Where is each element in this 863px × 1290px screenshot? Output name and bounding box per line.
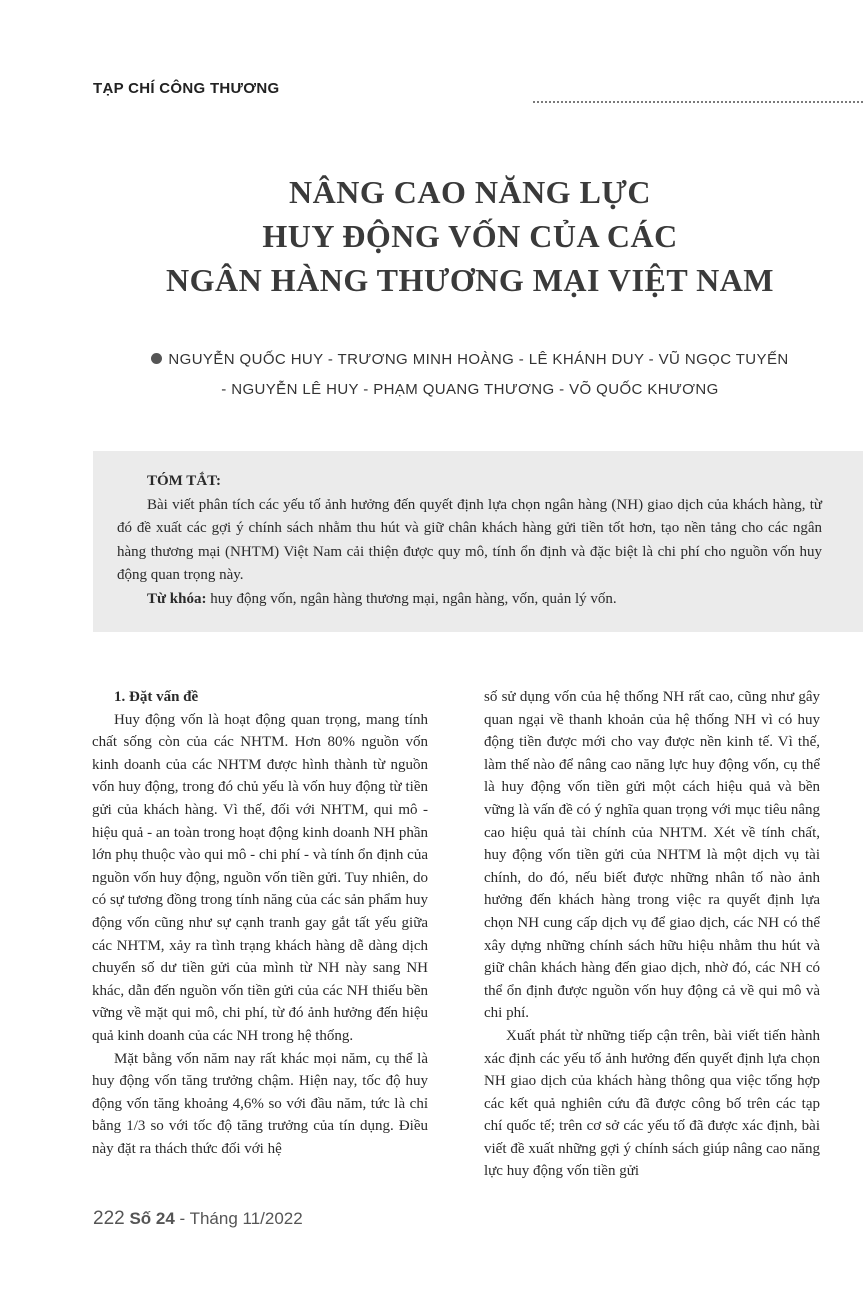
title-line: NGÂN HÀNG THƯƠNG MẠI VIỆT NAM <box>165 262 774 298</box>
paragraph: Huy động vốn là hoạt động quan trọng, mang tính chất sống còn của các NHTM. Hơn 80% nguồn vốn kinh doanh của các NHTM được hình thành từ nguồn vốn huy động, trong đó chủ yếu là vốn huy động từ tiền gửi của khách hàng. Vì thế, đối với NHTM, qui mô - hiệu quả - an toàn trong hoạt động kinh doanh NH phần lớn phụ thuộc vào qui mô - chi phí - và tính ổn định của nguồn vốn huy động, nguồn vốn tiền gửi. Tuy nhiên, do có sự tương đồng trong tính năng của các sản phẩm huy động vốn cũng như sự cạnh tranh gay gắt tất yếu giữa các NHTM, xảy ra tình trạng khách hàng dễ dàng dịch chuyển số dư tiền gửi của mình từ NH này sang NH khác, dẫn đến nguồn vốn tiền gửi của các NH thiếu bền vững về mặt qui mô, chi phí, từ đó ảnh hưởng đến hiệu quả kinh doanh của các NH trong hệ thống. <box>92 711 428 1044</box>
header-dotted-rule <box>533 101 863 103</box>
page-footer <box>93 1208 303 1230</box>
paragraph: số sử dụng vốn của hệ thống NH rất cao, cũng như gây quan ngại về thanh khoản của hệ thống NH vì có huy động tiền được mới cho vay được nền kinh tế. Vì thế, làm thế nào để nâng cao năng lực huy động vốn, cụ thể là huy động vốn tiền gửi một cách hiệu quả và bền vững là vấn đề có ý nghĩa quan trọng với mục tiêu nâng cao hiệu quả tài chính của NHTM. Xét về tính chất, huy động vốn tiền gửi của NHTM là một dịch vụ tài chính, do đó, nếu biết được những nhân tố nào ảnh hưởng đến khách hàng trong việc ra quyết định lựa chọn NH cung cấp dịch vụ để giao dịch, các NH có thể xây dựng những chính sách hữu hiệu nhằm thu hút và giữ chân khách hàng đến giao dịch, nhờ đó, các NH có thể ổn định được nguồn vốn huy động cả về qui mô và chi phí. <box>484 689 820 1022</box>
authors-line-1 <box>110 345 830 375</box>
author-list <box>110 345 830 405</box>
article-title <box>60 170 863 302</box>
title-line: NÂNG CAO NĂNG LỰC <box>289 174 651 210</box>
paragraph: Xuất phát từ những tiếp cận trên, bài viết tiến hành xác định các yếu tố ảnh hưởng đến quyết định lựa chọn NH giao dịch của khách hàng thông qua việc tổng hợp các kết quả nghiên cứu đã được công bố trên các tạp chí quốc tế; trên cơ sở các yếu tố đã được xác định, bài viết đề xuất những gợi ý chính sách giúp nâng cao năng lực huy động vốn tiền gửi <box>484 1027 820 1180</box>
abstract-body: Bài viết phân tích các yếu tố ảnh hưởng đến quyết định lựa chọn ngân hàng (NH) giao dịch của khách hàng, từ đó đề xuất các gợi ý chính sách nhằm thu hút và giữ chân khách hàng gửi tiền tốt hơn, tạo nền tảng cho các ngân hàng thương mại (NHTM) Việt Nam cải thiện được quy mô, tính ổn định và đặc biệt là chi phí cho nguồn vốn huy động quan trọng này. <box>117 496 822 583</box>
journal-name: TẠP CHÍ CÔNG THƯƠNG <box>93 80 280 97</box>
keywords-label: Từ khóa: <box>147 590 207 607</box>
keywords <box>117 588 822 612</box>
page-number: 222 <box>93 1208 125 1229</box>
issue-date: - Tháng 11/2022 <box>174 1209 303 1228</box>
abstract-heading: TÓM TẮT: <box>147 473 222 489</box>
authors-line-2: - NGUYỄN LÊ HUY - PHẠM QUANG THƯƠNG - VÕ QUỐC KHƯƠNG <box>221 381 719 398</box>
title-line: HUY ĐỘNG VỐN CỦA CÁC <box>262 218 678 254</box>
keywords-text: huy động vốn, ngân hàng thương mại, ngân hàng, vốn, quản lý vốn. <box>206 590 617 607</box>
bullet-icon <box>151 353 162 364</box>
paragraph: Mặt bằng vốn năm nay rất khác mọi năm, cụ thể là huy động vốn tăng trưởng chậm. Hiện nay, tốc độ huy động vốn tăng khoảng 4,6% so với đầu năm, tức là chỉ bằng 1/3 so với tốc độ tăng trưởng của tín dụng. Điều này đặt ra thách thức đối với hệ <box>92 1050 428 1157</box>
section-title: 1. Đặt vấn đề <box>114 689 199 705</box>
left-column <box>92 686 428 1160</box>
issue-number: Số 24 <box>129 1209 175 1228</box>
authors-text-1: NGUYỄN QUỐC HUY - TRƯƠNG MINH HOÀNG - LÊ KHÁNH DUY - VŨ NGỌC TUYẾN <box>168 351 789 368</box>
right-column <box>484 686 820 1183</box>
abstract <box>117 470 822 611</box>
